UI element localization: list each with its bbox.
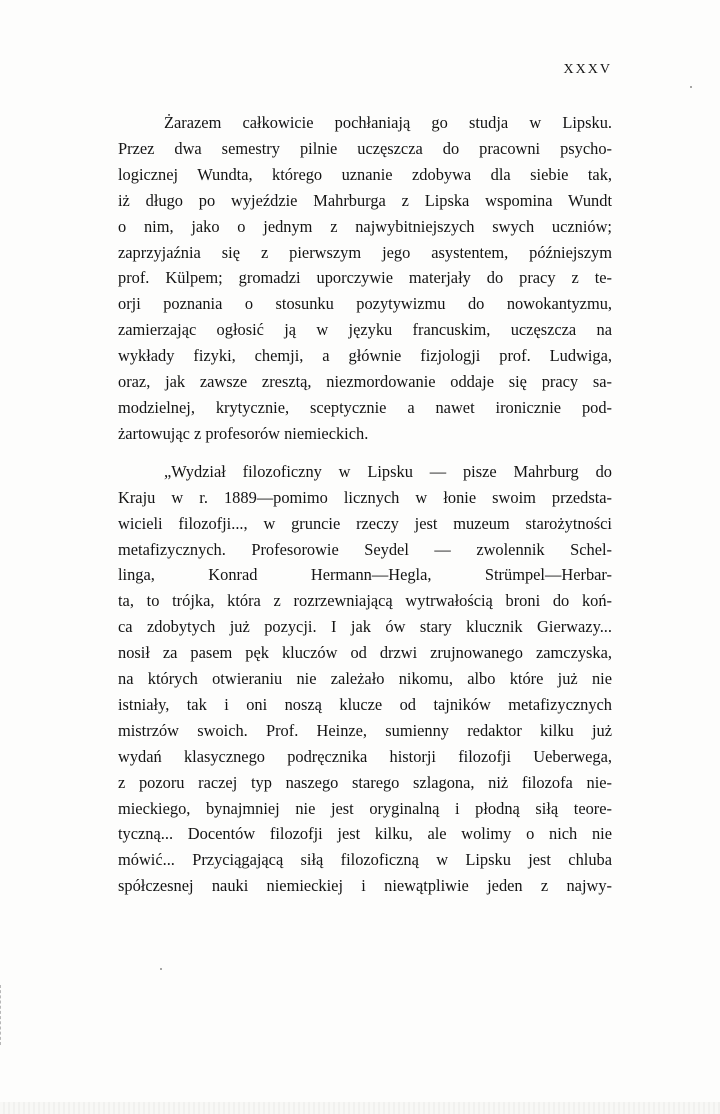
- text-line: Kraju w r. 1889—pomimo licznych w łonie swoim przedsta-: [118, 487, 612, 507]
- text-line: tyczną... Docentów filozofji jest kilku, ale wolimy o nich nie: [118, 824, 612, 844]
- paragraph-1: [118, 110, 612, 447]
- scan-bottom-edge: [0, 1102, 720, 1114]
- text-line: modzielnej, krytycznie, sceptycznie a nawet ironicznie pod-: [118, 397, 612, 417]
- text-line: wicieli filozofji..., w gruncie rzeczy jest muzeum starożytności: [118, 513, 612, 533]
- body-text: [118, 110, 612, 899]
- page-number: XXXV: [563, 62, 612, 77]
- text-line: prof. Külpem; gromadzi uporczywie materjały do pracy z te-: [118, 268, 612, 288]
- scan-edge-mark: [0, 985, 3, 1045]
- scan-speck: [160, 968, 162, 970]
- text-line: żartowując z profesorów niemieckich.: [118, 423, 369, 443]
- text-line: zamierzając ogłosić ją w języku francuskim, uczęszcza na: [118, 320, 612, 340]
- text-line: nosił za pasem pęk kluczów od drzwi zrujnowanego zamczyska,: [118, 643, 612, 663]
- text-line: ca zdobytych już pozycji. I jak ów stary klucznik Gierwazy...: [118, 617, 612, 637]
- text-line: mistrzów swoich. Prof. Heinze, sumienny redaktor kilku już: [118, 720, 612, 740]
- text-line: iż długo po wyjeździe Mahrburga z Lipska wspomina Wundt: [118, 190, 612, 210]
- text-line: Żarazem całkowicie pochłaniają go studja w Lipsku.: [164, 113, 612, 132]
- text-line: istniały, tak i oni noszą klucze od tajników metafizycznych: [118, 694, 612, 714]
- text-line: logicznej Wundta, którego uznanie zdobywa dla siebie tak,: [118, 164, 612, 184]
- text-line: „Wydział filozoficzny w Lipsku — pisze Mahrburg do: [164, 461, 612, 481]
- text-line: wykłady fizyki, chemji, a głównie fizjologji prof. Ludwiga,: [118, 346, 612, 366]
- text-line: o nim, jako o jednym z najwybitniejszych swych uczniów;: [118, 216, 612, 236]
- text-line: metafizycznych. Profesorowie Seydel — zwolennik Schel-: [118, 539, 612, 559]
- paragraph-2: [118, 459, 612, 899]
- text-line: oraz, jak zawsze zresztą, niezmordowanie oddaje się pracy sa-: [118, 372, 612, 392]
- text-line: mówić... Przyciągającą siłą filozoficzną w Lipsku jest chluba: [118, 850, 612, 870]
- text-line: ta, to trójka, która z rozrzewniającą wytrwałością broni do koń-: [118, 591, 612, 611]
- text-line: mieckiego, bynajmniej nie jest oryginalną i płodną siłą teore-: [118, 798, 612, 818]
- text-line: Przez dwa semestry pilnie uczęszcza do pracowni psycho-: [118, 138, 612, 158]
- text-line: orji poznania o stosunku pozytywizmu do nowokantyzmu,: [118, 294, 612, 314]
- text-line: na których otwieraniu nie zależało nikomu, albo które już nie: [118, 669, 612, 689]
- text-line: linga, Konrad Hermann—Hegla, Strümpel—Herbar-: [118, 565, 612, 585]
- text-line: spółczesnej nauki niemieckiej i niewątpliwie jeden z najwy-: [118, 876, 612, 896]
- text-line: zaprzyjaźnia się z pierwszym jego asystentem, późniejszym: [118, 242, 612, 262]
- text-line: wydań klasycznego podręcznika historji filozofji Ueberwega,: [118, 746, 612, 766]
- scan-speck: [690, 86, 692, 88]
- text-line: z pozoru raczej typ naszego starego szlagona, niż filozofa nie-: [118, 772, 612, 792]
